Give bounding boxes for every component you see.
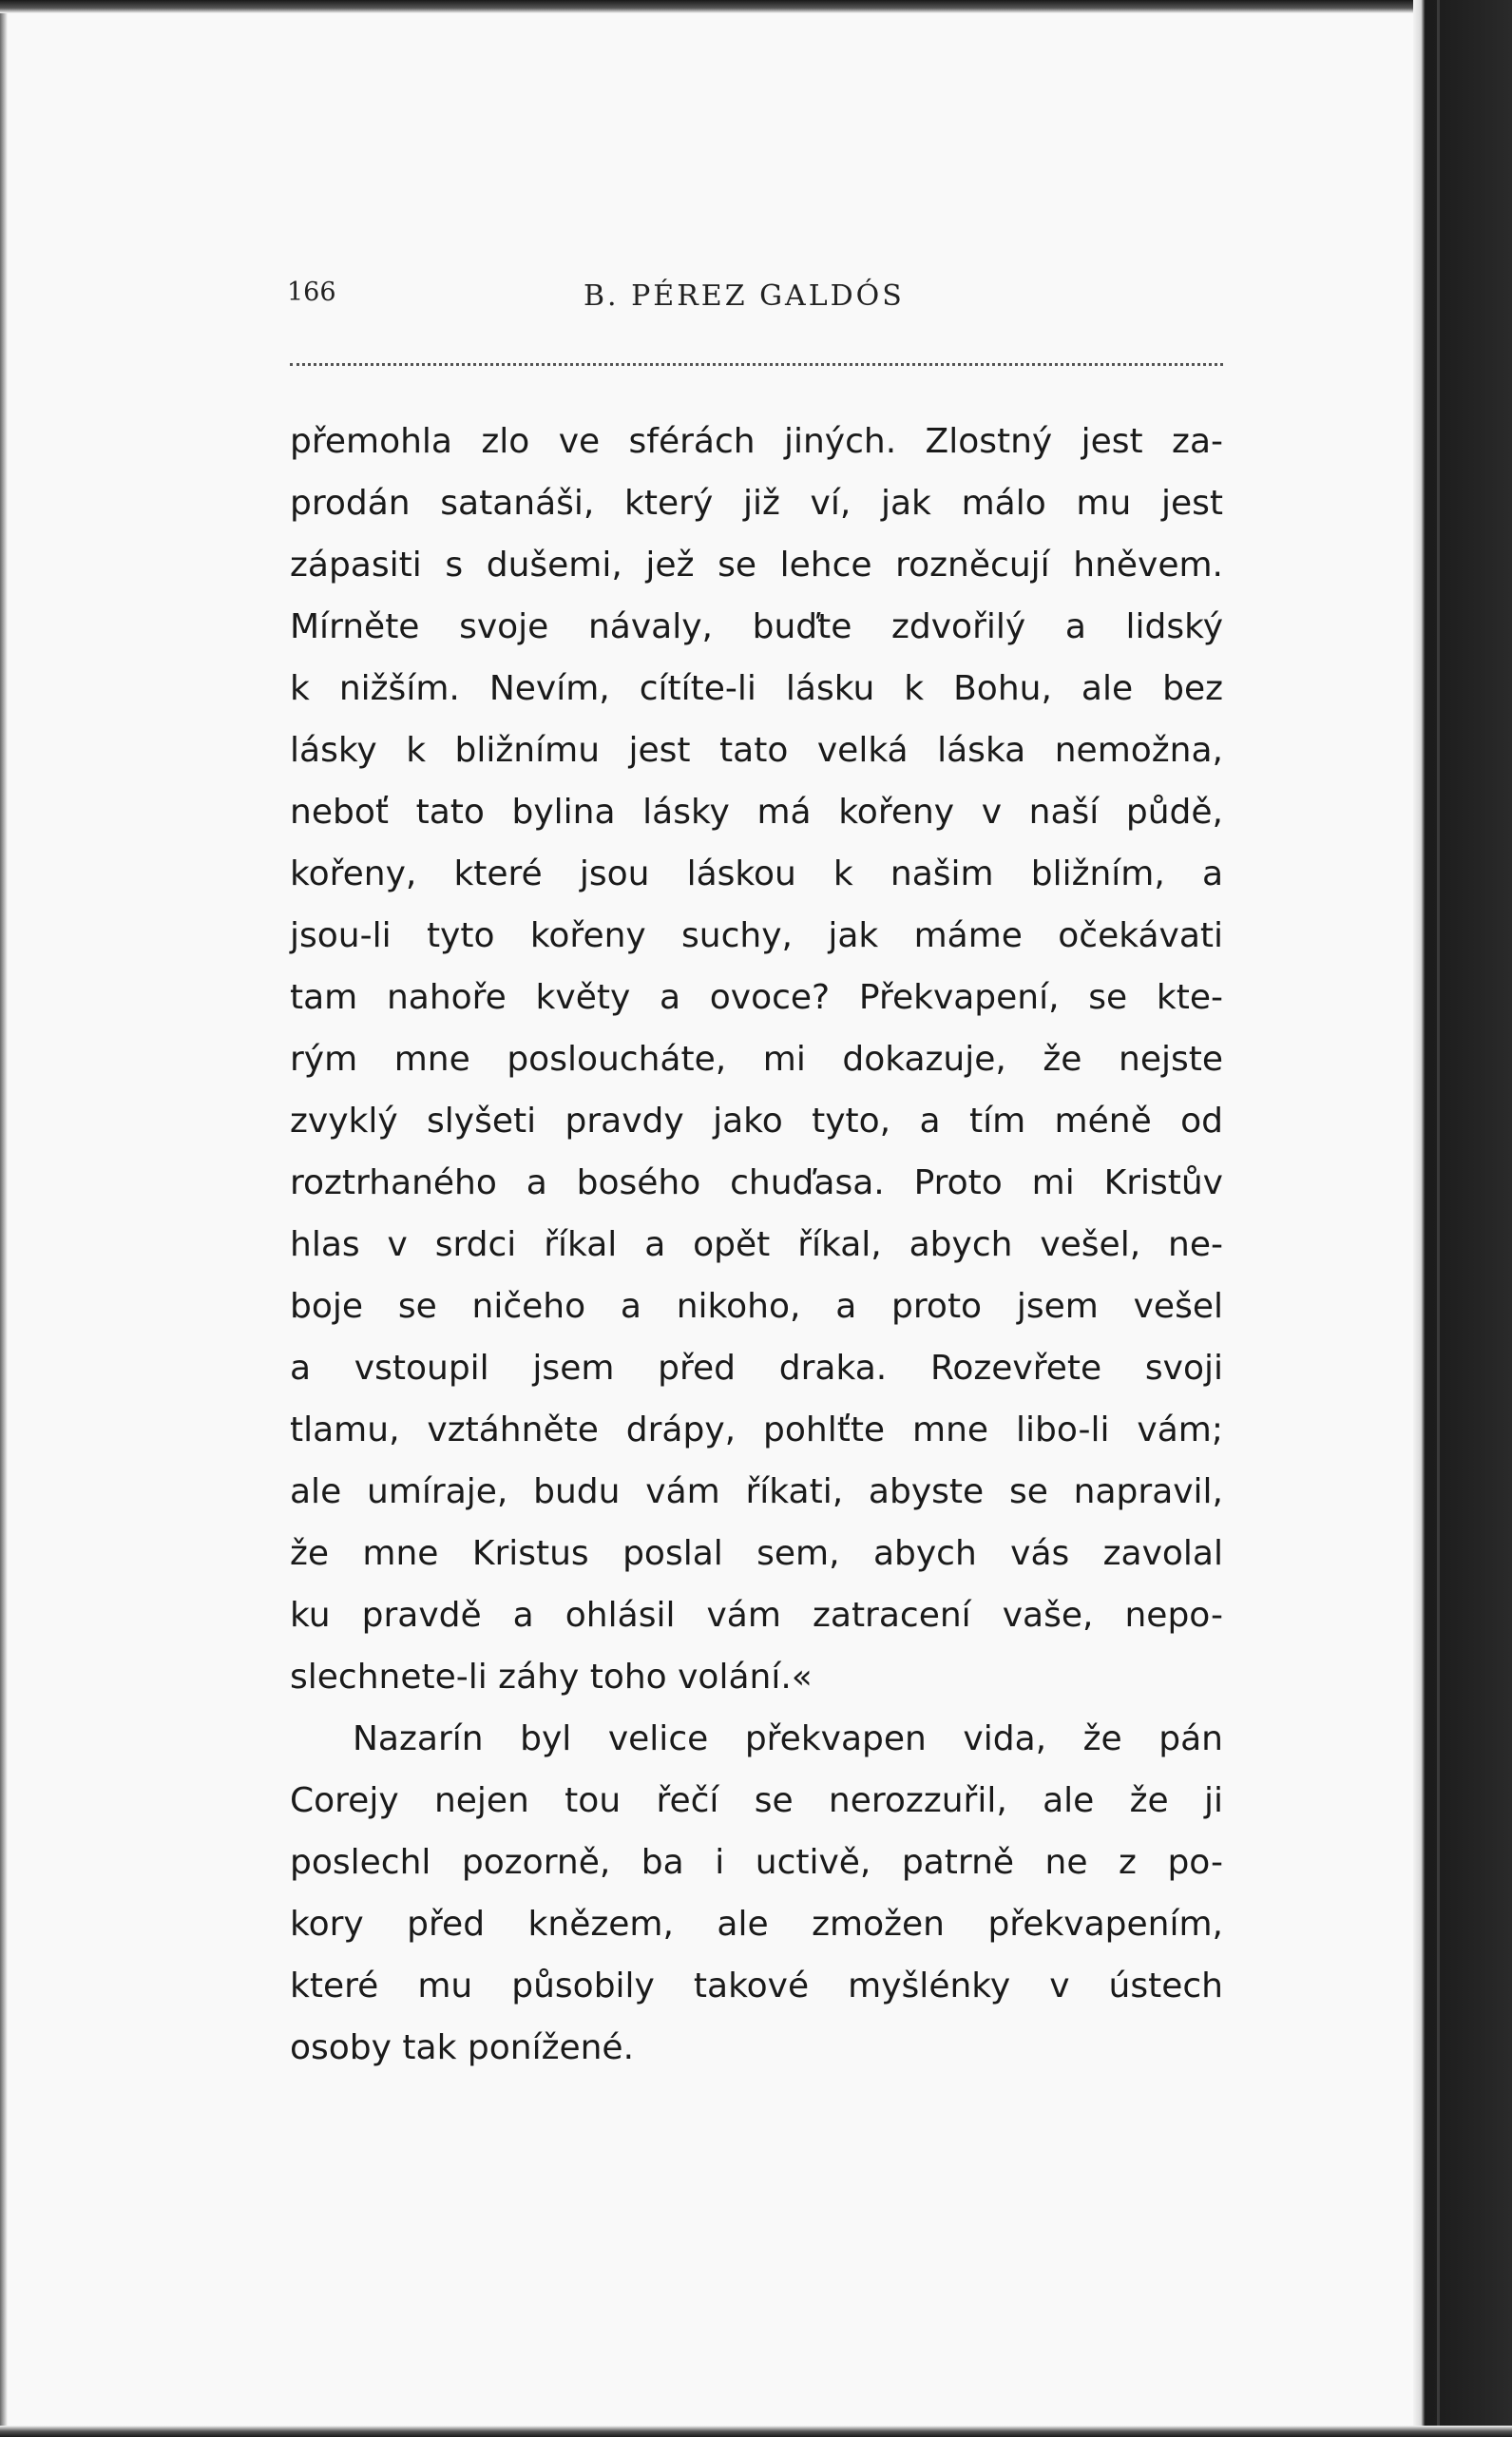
text-line: ale umíraje, budu vám říkati, abyste se napravil,	[290, 1472, 1223, 1511]
text-line: tam nahoře květy a ovoce? Překvapení, se kte-	[290, 978, 1223, 1017]
text-line: poslechl pozorně, ba i uctivě, patrně ne z po-	[290, 1843, 1223, 1882]
body-text	[290, 411, 1223, 2079]
text-line: hlas v srdci říkal a opět říkal, abych vešel, ne-	[290, 1225, 1223, 1264]
text-line: a vstoupil jsem před draka. Rozevřete svoji	[290, 1349, 1223, 1388]
page-number: 166	[287, 278, 336, 307]
text-line: kory před knězem, ale zmožen překvapením,	[290, 1905, 1223, 1944]
scan-edge-top	[0, 0, 1512, 13]
text-line: přemohla zlo ve sférách jiných. Zlostný jest za-	[290, 422, 1223, 461]
text-line: které mu působily takové myšlénky v ústech	[290, 1967, 1223, 2005]
text-line: rým mne posloucháte, mi dokazuje, že nejste	[290, 1040, 1223, 1079]
text-line: roztrhaného a bosého chuďasa. Proto mi Kristův	[290, 1163, 1223, 1202]
text-line: Nazarín byl velice překvapen vida, že pán	[353, 1719, 1223, 1758]
text-line: kořeny, které jsou láskou k našim bližním, a	[290, 854, 1223, 893]
text-line: že mne Kristus poslal sem, abych vás zavolal	[290, 1534, 1223, 1573]
paragraph-1	[290, 411, 1223, 1708]
text-line: boje se ničeho a nikoho, a proto jsem vešel	[290, 1287, 1223, 1326]
text-line: jsou-li tyto kořeny suchy, jak máme očekávati	[290, 916, 1223, 955]
text-line: osoby tak ponížené.	[290, 2028, 635, 2067]
text-line: k nižším. Nevím, cítíte-li lásku k Bohu, ale bez	[290, 669, 1223, 708]
scan-edge-left	[0, 0, 8, 2437]
scan-edge-bottom	[0, 2426, 1512, 2437]
text-line: ku pravdě a ohlásil vám zatracení vaše, nepo-	[290, 1596, 1223, 1635]
text-line: prodán satanáši, který již ví, jak málo mu jest	[290, 484, 1223, 523]
text-line: zápasiti s dušemi, jež se lehce rozněcují hněvem.	[290, 546, 1223, 585]
text-line: Corejy nejen tou řečí se nerozzuřil, ale že ji	[290, 1781, 1223, 1820]
paragraph-2	[290, 1708, 1223, 2079]
text-line: lásky k bližnímu jest tato velká láska nemožna,	[290, 731, 1223, 770]
text-line: zvyklý slyšeti pravdy jako tyto, a tím méně od	[290, 1102, 1223, 1141]
running-head	[287, 278, 1223, 316]
text-line: Mírněte svoje návaly, buďte zdvořilý a lidský	[290, 607, 1223, 646]
scan-edge-right-line	[1437, 0, 1440, 2437]
text-line: tlamu, vztáhněte drápy, pohlťte mne libo-li vám;	[290, 1410, 1223, 1449]
header-dotted-rule	[290, 363, 1223, 366]
scan-edge-right	[1413, 0, 1512, 2437]
text-line: slechnete-li záhy toho volání.«	[290, 1658, 813, 1697]
running-title: B. PÉREZ GALDÓS	[584, 279, 905, 313]
text-line: neboť tato bylina lásky má kořeny v naší půdě,	[290, 793, 1223, 832]
